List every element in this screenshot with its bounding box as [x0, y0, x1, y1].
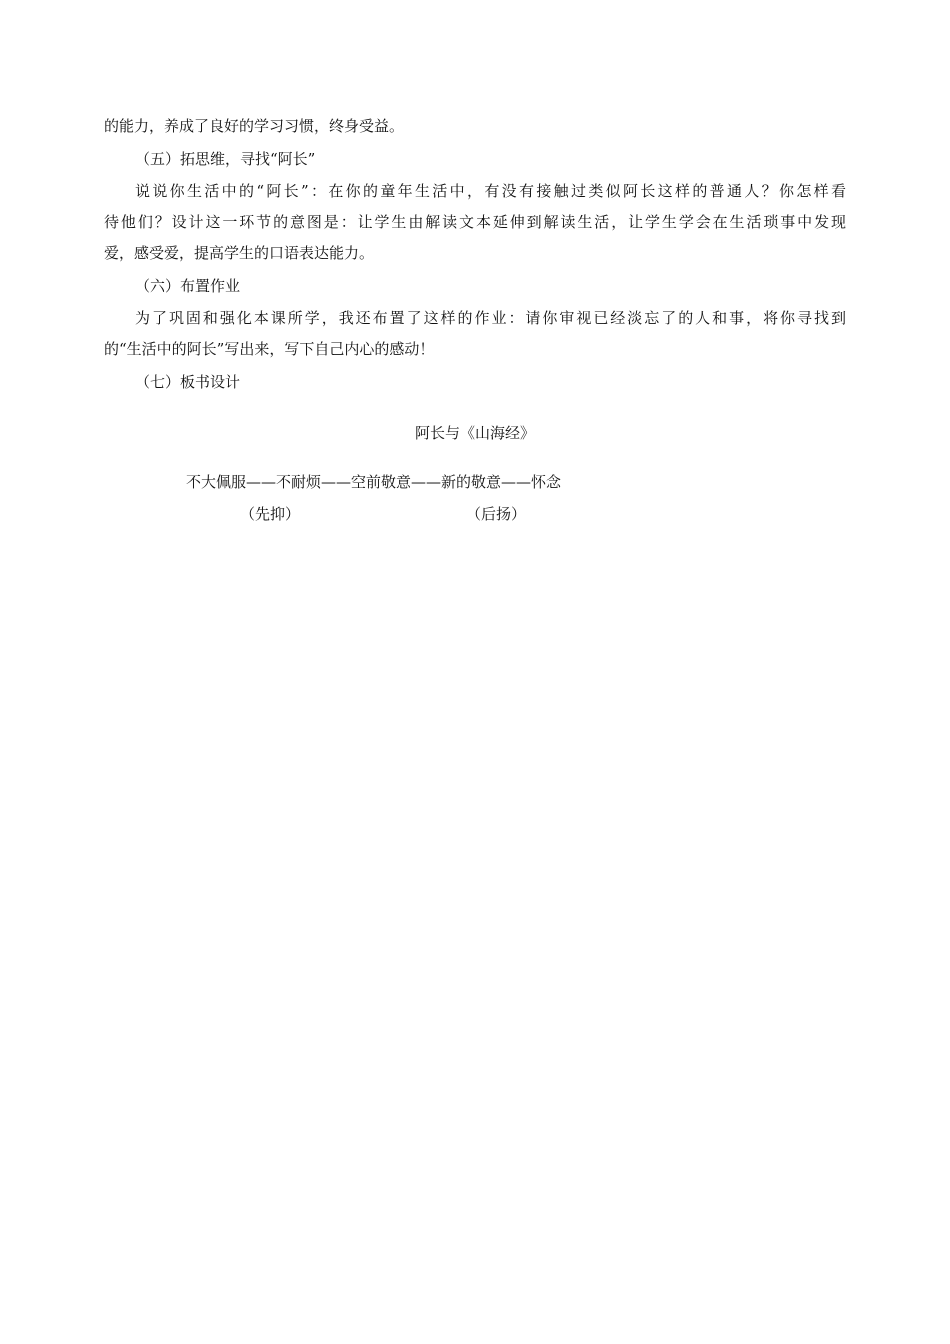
paragraph-line: 为了巩固和强化本课所学，我还布置了这样的作业：请你审视已经淡忘了的人和事，将你寻找到	[135, 309, 846, 327]
paragraph-line: 的“生活中的阿长”写出来，写下自己内心的感动！	[104, 340, 435, 358]
board-note-left: （先抑）	[240, 505, 301, 523]
board-flow-text: 不大佩服——不耐烦——空前敬意——新的敬意——怀念	[186, 473, 562, 491]
section-heading-5: （五）拓思维，寻找“阿长”	[135, 150, 316, 168]
paragraph-line: 待他们？设计这一环节的意图是：让学生由解读文本延伸到解读生活，让学生学会在生活琐事中发现	[104, 213, 846, 231]
section-heading-7: （七）板书设计	[135, 373, 241, 391]
board-title: 阿长与《山海经》	[414, 424, 535, 442]
section-heading-6: （六）布置作业	[135, 277, 241, 295]
paragraph-line: 爱，感受爱，提高学生的口语表达能力。	[104, 244, 375, 262]
paragraph-line: 说说你生活中的“阿长”：在你的童年生活中，有没有接触过类似阿长这样的普通人？你怎样看	[135, 182, 846, 200]
board-note-right: （后扬）	[466, 505, 527, 523]
paragraph-line: 的能力，养成了良好的学习习惯，终身受益。	[104, 117, 405, 135]
